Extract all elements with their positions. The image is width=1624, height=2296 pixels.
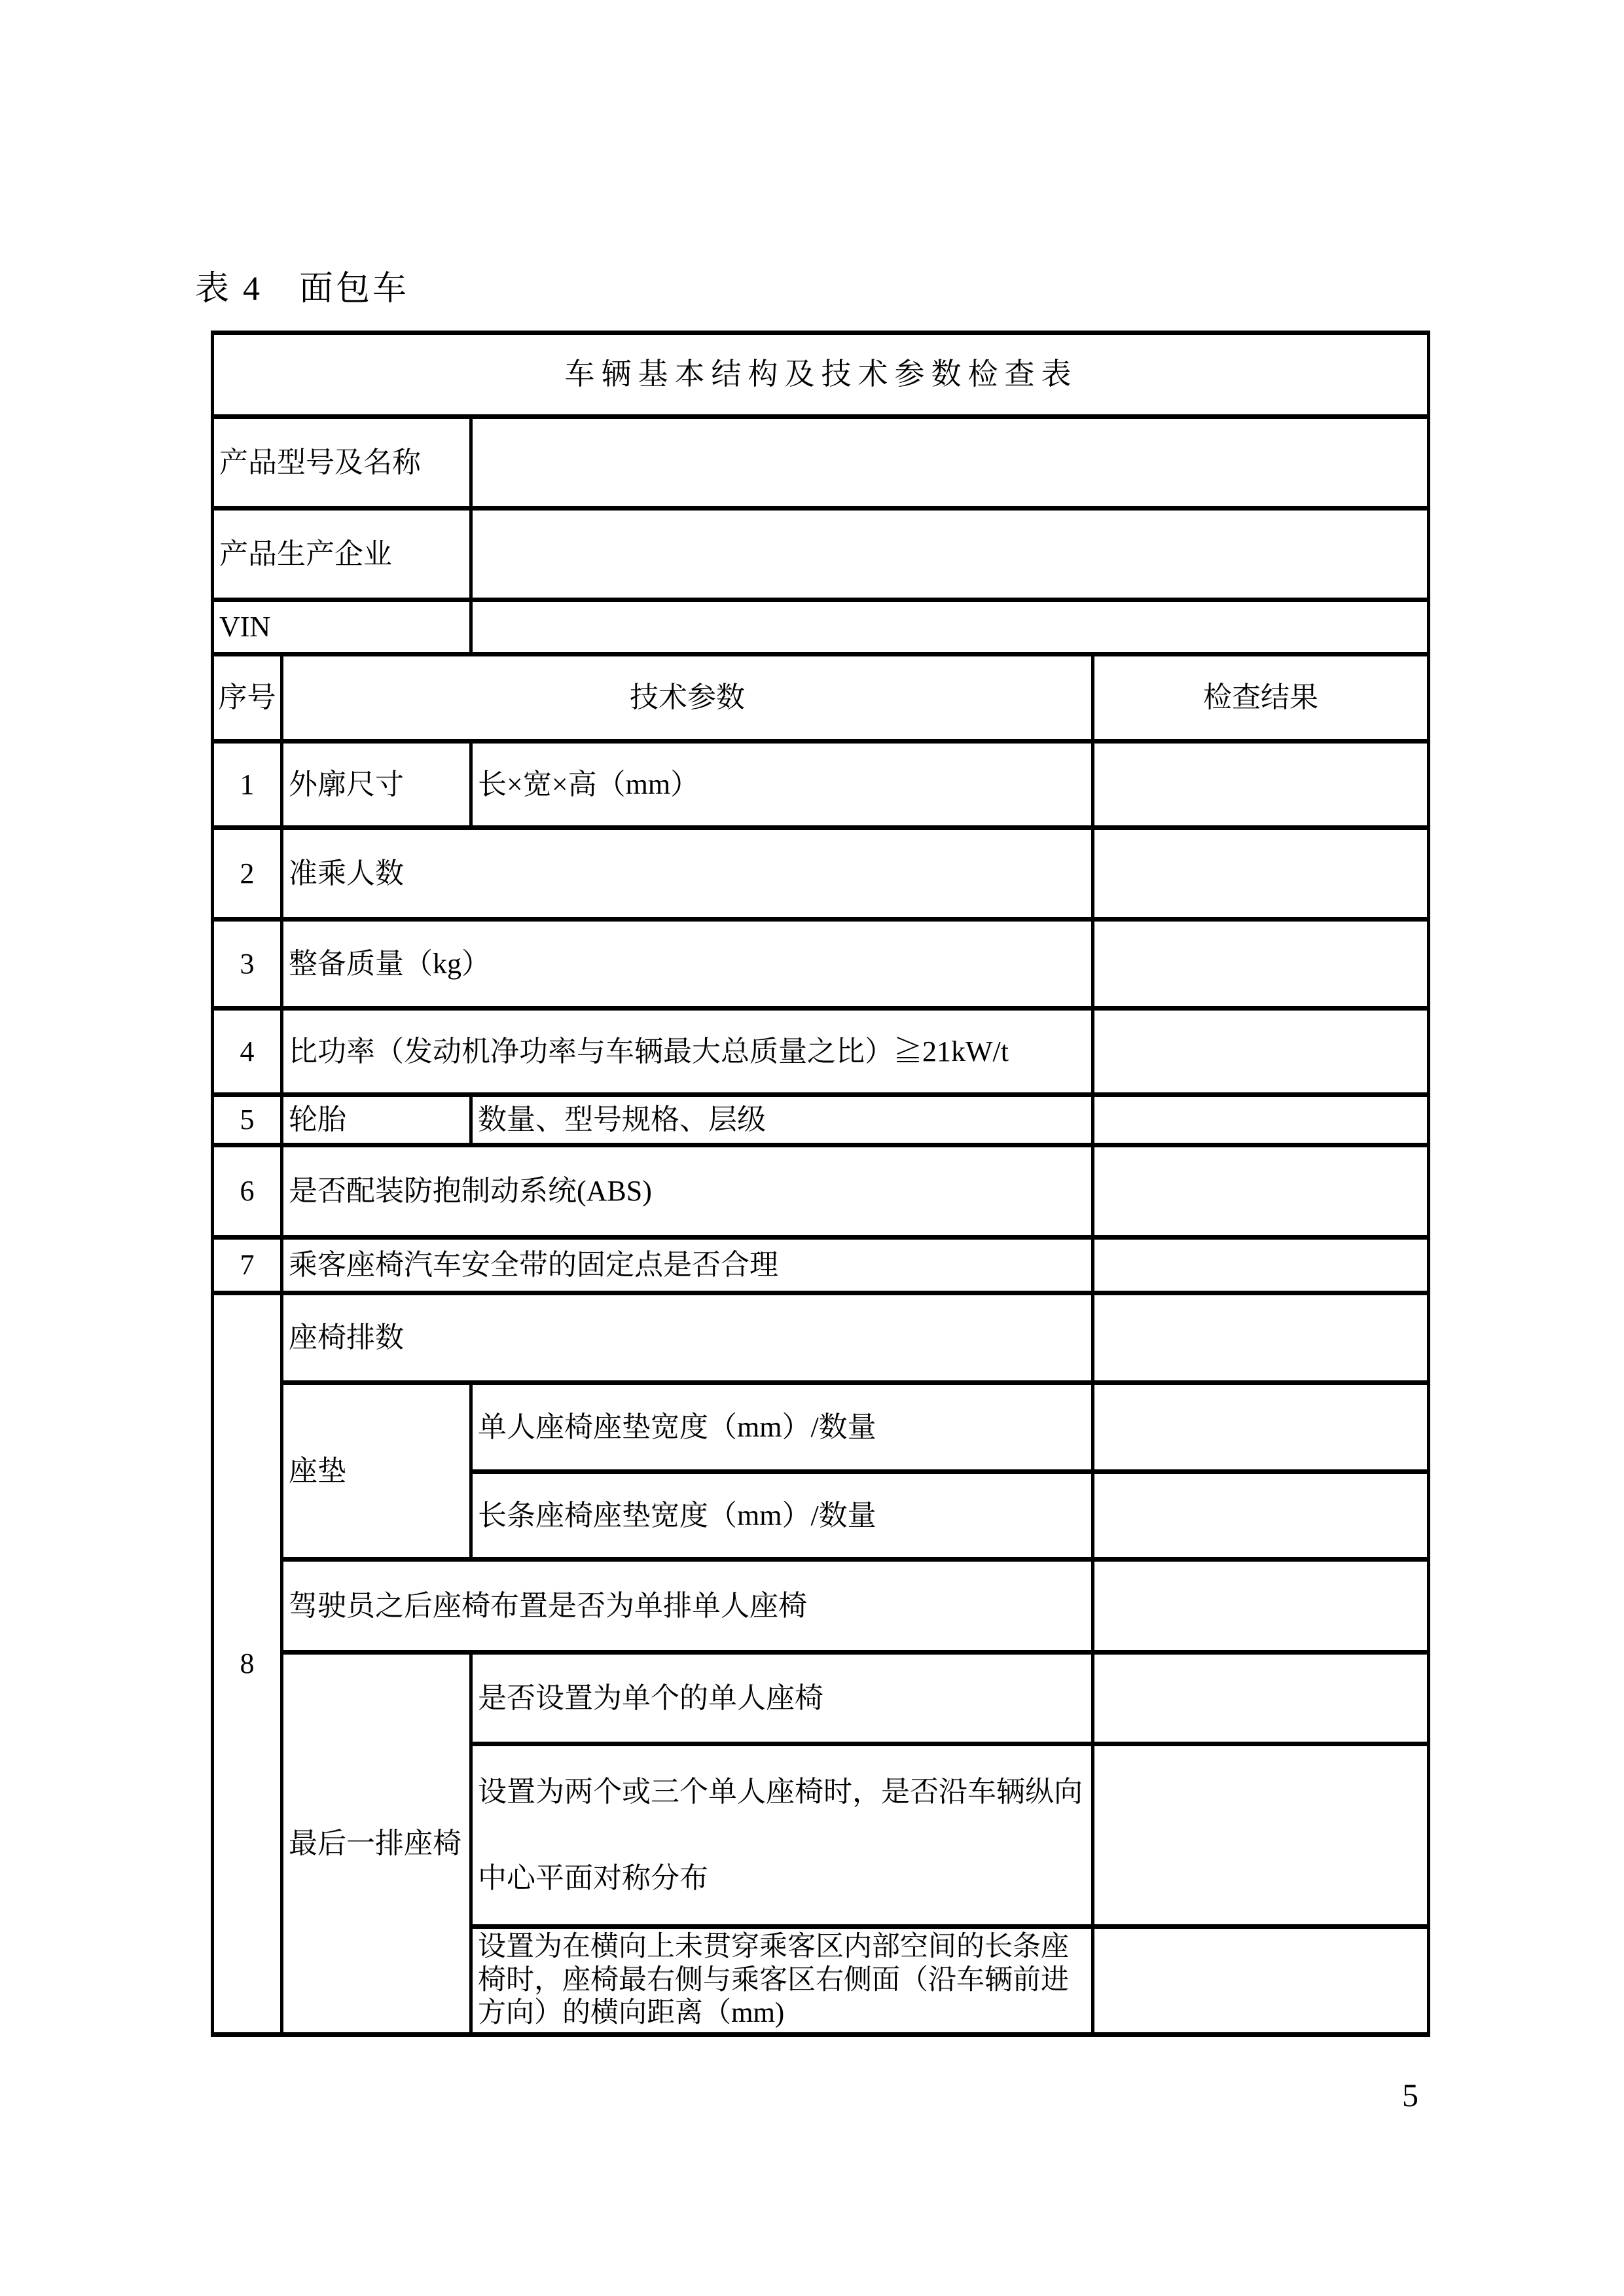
row8-last-row-symmetric-param: 设置为两个或三个单人座椅时，是否沿车辆纵向中心平面对称分布	[471, 1744, 1093, 1927]
row5-number: 5	[213, 1095, 282, 1145]
row2-number: 2	[213, 828, 282, 920]
manufacturer-value-cell	[471, 509, 1429, 600]
row7-param: 乘客座椅汽车安全带的固定点是否合理	[282, 1238, 1093, 1293]
vehicle-inspection-table	[211, 331, 1430, 2037]
row4-result-cell	[1093, 1009, 1429, 1095]
page-number: 5	[1402, 2077, 1418, 2113]
row8-seat-rows-result-cell	[1093, 1293, 1429, 1383]
row6-param: 是否配装防抱制动系统(ABS)	[282, 1145, 1093, 1238]
row8-behind-driver-param: 驾驶员之后座椅布置是否为单排单人座椅	[282, 1560, 1093, 1653]
row5-label: 轮胎	[282, 1095, 471, 1145]
row1-result-cell	[1093, 742, 1429, 828]
row8-cushion-single-result-cell	[1093, 1383, 1429, 1472]
row6-number: 6	[213, 1145, 282, 1238]
row8-behind-driver-result-cell	[1093, 1560, 1429, 1653]
product-model-label: 产品型号及名称	[213, 417, 471, 509]
row8-number: 8	[213, 1293, 282, 2035]
header-check-result: 检查结果	[1093, 655, 1429, 742]
row4-param: 比功率（发动机净功率与车辆最大总质量之比）≧21kW/t	[282, 1009, 1093, 1095]
product-model-value-cell	[471, 417, 1429, 509]
row7-result-cell	[1093, 1238, 1429, 1293]
row3-number: 3	[213, 920, 282, 1009]
header-technical-parameter: 技术参数	[282, 655, 1093, 742]
row1-number: 1	[213, 742, 282, 828]
row1-param: 长×宽×高（mm）	[471, 742, 1093, 828]
row4-number: 4	[213, 1009, 282, 1095]
row1-label: 外廓尺寸	[282, 742, 471, 828]
row8-seat-rows-param: 座椅排数	[282, 1293, 1093, 1383]
manufacturer-label: 产品生产企业	[213, 509, 471, 600]
row2-param: 准乘人数	[282, 828, 1093, 920]
row2-result-cell	[1093, 828, 1429, 920]
vin-label: VIN	[213, 600, 471, 655]
row3-param: 整备质量（kg）	[282, 920, 1093, 1009]
vin-value-cell	[471, 600, 1429, 655]
row8-cushion-label: 座垫	[282, 1383, 471, 1560]
row5-param: 数量、型号规格、层级	[471, 1095, 1093, 1145]
row8-cushion-bench-param: 长条座椅座垫宽度（mm）/数量	[471, 1472, 1093, 1560]
row8-cushion-single-param: 单人座椅座垫宽度（mm）/数量	[471, 1383, 1093, 1472]
row5-result-cell	[1093, 1095, 1429, 1145]
header-serial-number: 序号	[213, 655, 282, 742]
row8-last-row-single-param: 是否设置为单个的单人座椅	[471, 1653, 1093, 1744]
row8-cushion-bench-result-cell	[1093, 1472, 1429, 1560]
row8-last-row-bench-distance-param: 设置为在横向上未贯穿乘客区内部空间的长条座椅时，座椅最右侧与乘客区右侧面（沿车辆前进方向）的横向距离（mm)	[471, 1927, 1093, 2035]
row7-number: 7	[213, 1238, 282, 1293]
row8-last-row-symmetric-result-cell	[1093, 1744, 1429, 1927]
row8-last-row-single-result-cell	[1093, 1653, 1429, 1744]
row8-last-row-bench-distance-result-cell	[1093, 1927, 1429, 2035]
row6-result-cell	[1093, 1145, 1429, 1238]
row3-result-cell	[1093, 920, 1429, 1009]
table-title: 车辆基本结构及技术参数检查表	[213, 333, 1429, 417]
row8-last-row-label: 最后一排座椅	[282, 1653, 471, 2035]
table-caption: 表 4 面包车	[195, 270, 410, 308]
